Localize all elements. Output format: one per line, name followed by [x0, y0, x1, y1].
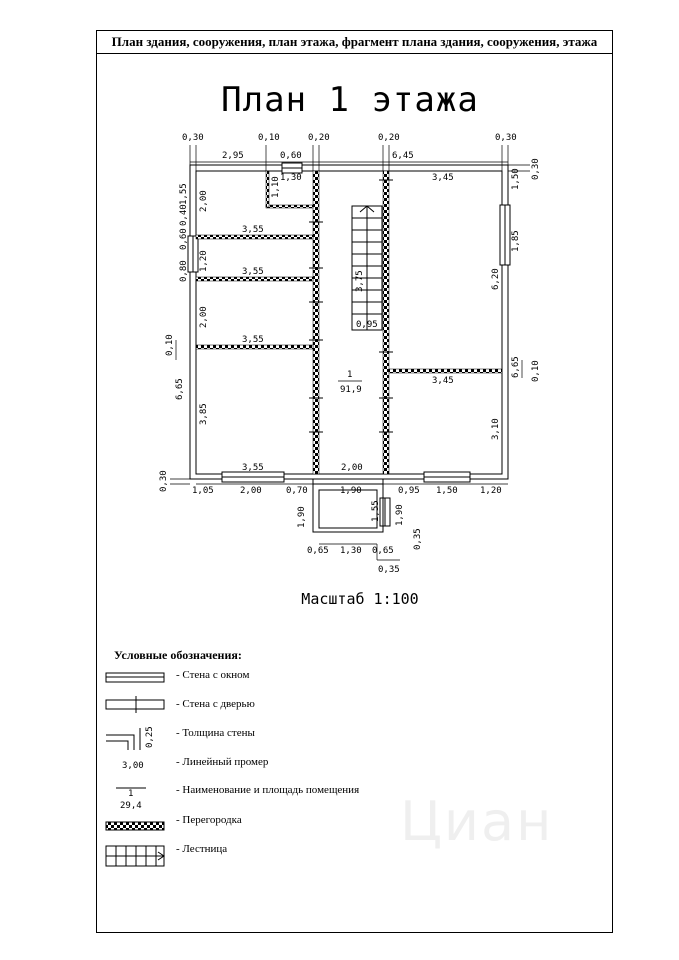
dim-label: 3,85 [199, 403, 209, 425]
svg-text:0,25: 0,25 [145, 726, 155, 748]
watermark-logo: Циан [400, 790, 554, 853]
plan-title: План 1 этажа [221, 80, 479, 120]
dim-label: 2,00 [199, 190, 209, 212]
dim-label: 0,30 [531, 158, 541, 180]
dim-label: 0,10 [258, 133, 280, 143]
staircase [352, 206, 382, 330]
partitions [196, 171, 502, 474]
dimension-lines [170, 145, 530, 560]
svg-text:29,4: 29,4 [120, 801, 142, 811]
dim-label: 6,45 [392, 151, 414, 161]
dim-label: 0,95 [356, 320, 378, 330]
dim-label: 0,40 [179, 204, 189, 226]
sheet-header: План здания, сооружения, план этажа, фрагмент плана здания, сооружения, этажа [96, 30, 613, 54]
dim-label: 0,65 [307, 546, 329, 556]
dim-label: 3,55 [242, 463, 264, 473]
dim-label: 1,55 [179, 183, 189, 205]
dim-label: 1,10 [271, 176, 281, 198]
dim-label: 0,70 [286, 486, 308, 496]
dim-label: 0,95 [398, 486, 420, 496]
dim-label: 1,50 [511, 168, 521, 190]
legend-item-partition: - Перегородка [176, 814, 242, 826]
dim-label: 6,65 [511, 356, 521, 378]
dim-label: 0,30 [495, 133, 517, 143]
svg-text:1: 1 [128, 789, 134, 799]
legend-item-staircase: - Лестница [176, 843, 228, 855]
dim-label: 0,35 [378, 565, 400, 575]
legend-item-door-wall: - Стена с дверью [176, 698, 255, 710]
dim-label: 1,20 [199, 250, 209, 272]
dim-label: 2,00 [341, 463, 363, 473]
dim-label: 3,75 [355, 270, 365, 292]
dim-label: 1,30 [280, 173, 302, 183]
dim-label: 0,35 [413, 528, 423, 550]
dim-label: 0,60 [280, 151, 302, 161]
legend-item-window-wall: - Стена с окном [176, 669, 250, 681]
dim-label: 1,90 [340, 486, 362, 496]
outer-walls [190, 165, 508, 479]
dim-label: 0,30 [182, 133, 204, 143]
dim-label: 2,00 [240, 486, 262, 496]
dim-label: 3,55 [242, 225, 264, 235]
svg-text:1: 1 [347, 370, 353, 380]
dim-label: 1,20 [480, 486, 502, 496]
dim-label: 1,05 [192, 486, 214, 496]
dim-label: 1,90 [395, 504, 405, 526]
dim-label: 3,55 [242, 335, 264, 345]
dim-label: 0,60 [179, 228, 189, 250]
dim-label: 1,50 [436, 486, 458, 496]
legend-item-wall-thickness: - Толщина стены [176, 727, 255, 739]
dim-label: 6,20 [491, 268, 501, 290]
dimension-labels [159, 133, 541, 575]
dim-label: 0,10 [165, 334, 175, 356]
legend-title: Условные обозначения: [114, 648, 242, 662]
dim-label: 3,10 [491, 418, 501, 440]
dim-label: 3,45 [432, 376, 454, 386]
svg-text:91,9: 91,9 [340, 385, 362, 395]
room-label [338, 370, 362, 395]
legend-sample-text [120, 726, 155, 811]
dim-label: 1,85 [511, 230, 521, 252]
dim-label: 2,95 [222, 151, 244, 161]
dim-label: 0,20 [308, 133, 330, 143]
plan-scale: Масштаб 1:100 [301, 590, 419, 608]
dim-label: 6,65 [175, 378, 185, 400]
dim-label: 1,55 [371, 500, 381, 522]
dim-label: 0,80 [179, 260, 189, 282]
dim-label: 0,10 [531, 360, 541, 382]
dim-label: 3,55 [242, 267, 264, 277]
dim-label: 3,45 [432, 173, 454, 183]
dim-label: 0,65 [372, 546, 394, 556]
dim-label: 0,30 [159, 470, 169, 492]
legend-item-room-name-area: - Наименование и площадь помещения [176, 784, 360, 796]
dim-label: 1,90 [297, 506, 307, 528]
legend-item-linear-measure: - Линейный промер [176, 756, 269, 768]
dim-label: 2,00 [199, 306, 209, 328]
dim-label: 1,30 [340, 546, 362, 556]
svg-text:3,00: 3,00 [122, 761, 144, 771]
dim-label: 0,20 [378, 133, 400, 143]
